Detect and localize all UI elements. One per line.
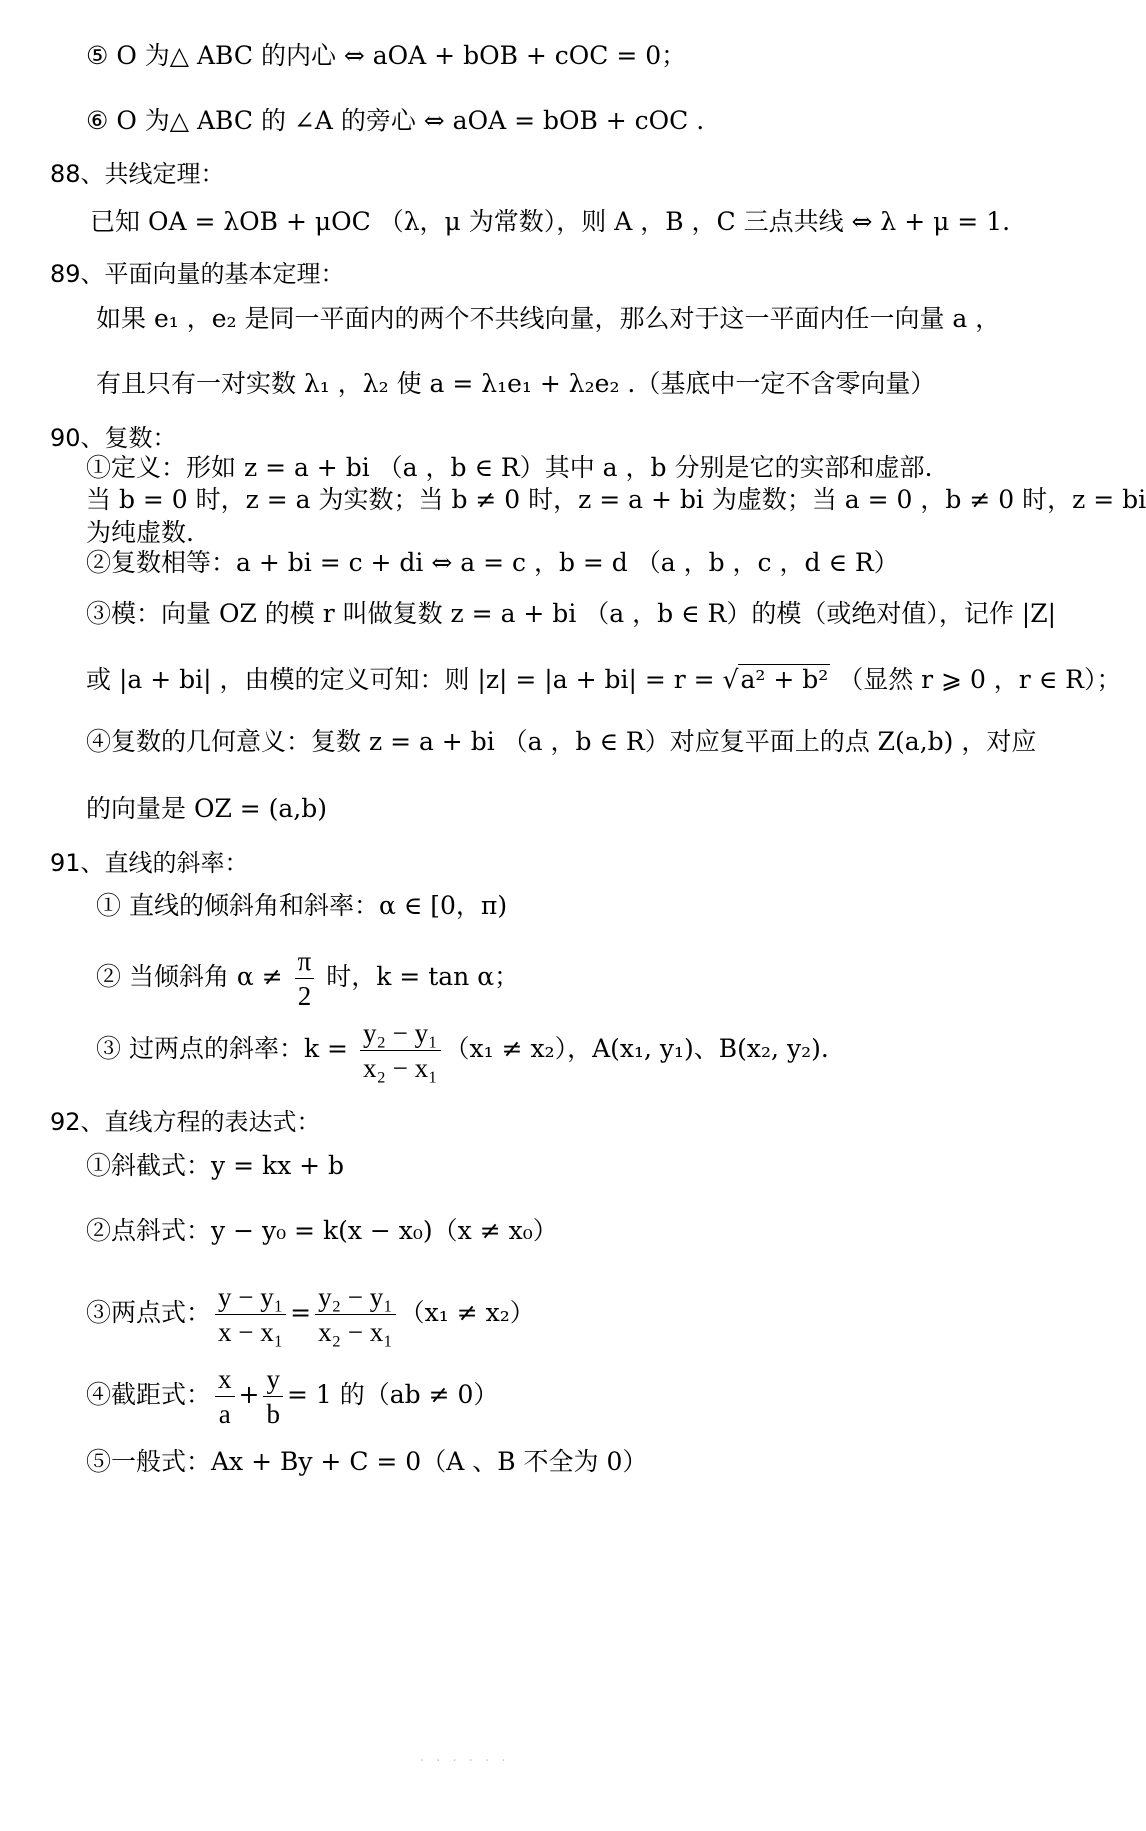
pi-over-2-fraction [295,944,315,1013]
plus-sign: + [238,1380,260,1409]
complex-real-imag: 当 b = 0 时，z = a 为实数；当 b ≠ 0 时，z = a + bi 为虚数；当 a = 0 ，b ≠ 0 时，z = bi [86,485,1146,514]
complex-equality: ②复数相等：a + bi = c + di ⇔ a = c ，b = d （a ，b ，c ，d ∈ R） [86,548,899,577]
fraction-denominator: x₂ − x₁ [318,1317,393,1347]
modulus-text: 或 |a + bi| ，由模的定义可知：则 |z| = |a + bi| = r = [86,665,723,694]
fraction-denominator: x − x₁ [218,1317,284,1347]
two-point-slope-suffix: （x₁ ≠ x₂），A(x₁, y₁)、B(x₂, y₂). [444,1034,829,1063]
complex-pure-imag: 为纯虚数. [86,518,194,547]
complex-modulus-line-2 [86,662,1121,698]
complex-geometric-line-1: ④复数的几何意义：复数 z = a + bi （a ，b ∈ R）对应复平面上的点 Z(a,b) ，对应 [86,727,1037,756]
two-point-slope-formula [96,1012,829,1086]
point-slope-form: ②点斜式：y − y₀ = k(x − x₀)（x ≠ x₀） [86,1216,558,1245]
excenter-condition: ⑥ O 为△ ABC 的 ∠A 的旁心 ⇔ aOA = bOB + cOC . [86,106,705,135]
fraction-denominator: a [218,1399,231,1429]
fraction-numerator: y [263,1362,283,1397]
equals-sign: = [290,1298,312,1327]
intercept-form-suffix: = 1 的（ab ≠ 0） [286,1380,499,1409]
complex-definition: ①定义：形如 z = a + bi （a ，b ∈ R）其中 a ，b 分别是它的实部和虚部. [86,453,933,482]
slope-fraction [360,1016,441,1085]
slope-angle-range: ① 直线的倾斜角和斜率：α ∈ [0，π) [96,891,508,920]
intercept-form [86,1358,498,1432]
two-point-slope-prefix: ③ 过两点的斜率：k = [96,1034,356,1063]
section-90-heading: 90、复数： [50,424,177,452]
modulus-note: （显然 r ⩾ 0 ，r ∈ R）； [838,665,1122,694]
fraction-numerator: y₂ − y₁ [360,1016,441,1051]
section-89-heading: 89、平面向量的基本定理： [50,260,345,288]
two-point-form [86,1276,535,1350]
collinear-theorem: 已知 OA = λOB + μOC （λ，μ 为常数），则 A ，B ，C 三点共线 ⇔ λ + μ = 1. [90,207,1011,236]
fraction-numerator: x [215,1362,235,1397]
sqrt-expression: √a² + b² [722,665,829,694]
section-92-heading: 92、直线方程的表达式： [50,1108,321,1136]
faint-watermark-dots: · · · · · · [420,1754,510,1769]
two-point-form-condition: （x₁ ≠ x₂） [399,1298,535,1327]
section-91-heading: 91、直线的斜率： [50,849,249,877]
general-form: ⑤一般式：Ax + By + C = 0（A 、B 不全为 0） [86,1447,648,1476]
complex-modulus-line-1: ③模：向量 OZ 的模 r 叫做复数 z = a + bi （a ，b ∈ R）的模（或绝对值），记作 |Z| [86,599,1056,628]
incenter-condition: ⑤ O 为△ ABC 的内心 ⇔ aOA + bOB + cOC = 0； [86,41,687,70]
intercept-form-label: ④截距式： [86,1380,212,1409]
slope-tan-suffix: 时，k = tan α； [318,962,520,991]
fraction-denominator: x₂ − x₁ [362,1053,438,1083]
fraction-denominator: b [266,1399,280,1429]
fraction-numerator: π [295,944,315,979]
basis-theorem-line-2: 有且只有一对实数 λ₁ ，λ₂ 使 a = λ₁e₁ + λ₂e₂ .（基底中一定不含零向量） [96,369,936,398]
two-point-left-fraction [215,1280,286,1349]
sqrt-radicand: a² + b² [740,665,829,694]
fraction-denominator: 2 [297,981,312,1011]
fraction-numerator: y₂ − y₁ [315,1280,396,1315]
y-over-b-fraction [263,1362,283,1431]
fraction-numerator: y − y₁ [215,1280,286,1315]
complex-geometric-line-2: 的向量是 OZ = (a,b) [86,794,328,823]
slope-tan-prefix: ② 当倾斜角 α ≠ [96,962,291,991]
slope-tan-formula [96,940,519,1014]
two-point-right-fraction [315,1280,396,1349]
basis-theorem-line-1: 如果 e₁ ，e₂ 是同一平面内的两个不共线向量，那么对于这一平面内任一向量 a ， [96,304,1001,333]
x-over-a-fraction [215,1362,235,1431]
section-88-heading: 88、共线定理： [50,160,225,188]
two-point-form-label: ③两点式： [86,1298,212,1327]
slope-intercept-form: ①斜截式：y = kx + b [86,1151,345,1180]
